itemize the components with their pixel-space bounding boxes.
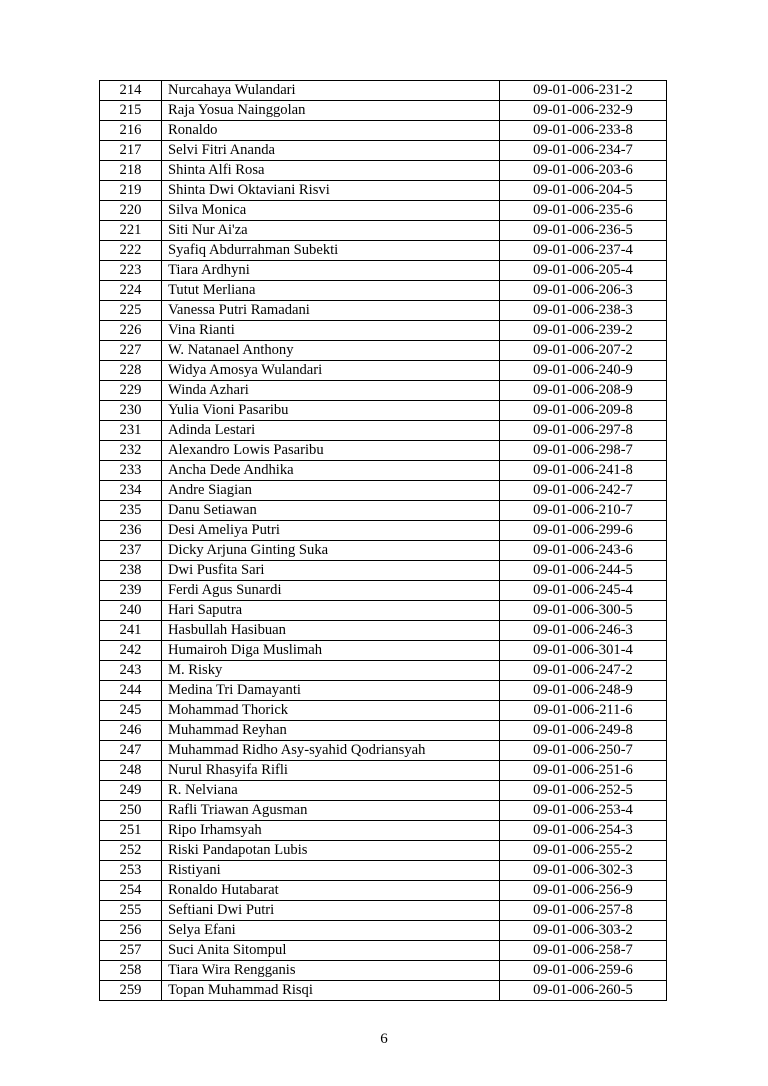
student-name-cell: Ronaldo Hutabarat: [162, 881, 500, 901]
student-id-cell: 09-01-006-239-2: [500, 321, 667, 341]
table-row: [100, 301, 667, 321]
table-row: [100, 801, 667, 821]
student-id-cell: 09-01-006-234-7: [500, 141, 667, 161]
student-id-cell: 09-01-006-251-6: [500, 761, 667, 781]
row-number-cell: 224: [100, 281, 162, 301]
student-id-cell: 09-01-006-243-6: [500, 541, 667, 561]
student-id-cell: 09-01-006-241-8: [500, 461, 667, 481]
student-name-cell: Shinta Alfi Rosa: [162, 161, 500, 181]
row-number-cell: 218: [100, 161, 162, 181]
student-roster-table: [99, 80, 667, 1001]
row-number-cell: 238: [100, 561, 162, 581]
row-number-cell: 249: [100, 781, 162, 801]
row-number-cell: 215: [100, 101, 162, 121]
student-name-cell: Winda Azhari: [162, 381, 500, 401]
student-name-cell: Selvi Fitri Ananda: [162, 141, 500, 161]
student-id-cell: 09-01-006-298-7: [500, 441, 667, 461]
student-name-cell: Silva Monica: [162, 201, 500, 221]
student-name-cell: Raja Yosua Nainggolan: [162, 101, 500, 121]
row-number-cell: 222: [100, 241, 162, 261]
row-number-cell: 216: [100, 121, 162, 141]
row-number-cell: 244: [100, 681, 162, 701]
row-number-cell: 232: [100, 441, 162, 461]
student-id-cell: 09-01-006-237-4: [500, 241, 667, 261]
student-id-cell: 09-01-006-204-5: [500, 181, 667, 201]
row-number-cell: 252: [100, 841, 162, 861]
row-number-cell: 219: [100, 181, 162, 201]
student-id-cell: 09-01-006-231-2: [500, 81, 667, 101]
row-number-cell: 259: [100, 981, 162, 1001]
student-id-cell: 09-01-006-249-8: [500, 721, 667, 741]
table-row: [100, 961, 667, 981]
student-id-cell: 09-01-006-235-6: [500, 201, 667, 221]
row-number-cell: 242: [100, 641, 162, 661]
table-row: [100, 361, 667, 381]
table-row: [100, 481, 667, 501]
student-id-cell: 09-01-006-302-3: [500, 861, 667, 881]
student-id-cell: 09-01-006-208-9: [500, 381, 667, 401]
table-row: [100, 601, 667, 621]
student-name-cell: Dwi Pusfita Sari: [162, 561, 500, 581]
student-id-cell: 09-01-006-211-6: [500, 701, 667, 721]
student-name-cell: Dicky Arjuna Ginting Suka: [162, 541, 500, 561]
student-id-cell: 09-01-006-203-6: [500, 161, 667, 181]
student-id-cell: 09-01-006-253-4: [500, 801, 667, 821]
student-id-cell: 09-01-006-233-8: [500, 121, 667, 141]
student-name-cell: Rafli Triawan Agusman: [162, 801, 500, 821]
table-row: [100, 541, 667, 561]
row-number-cell: 241: [100, 621, 162, 641]
row-number-cell: 230: [100, 401, 162, 421]
student-id-cell: 09-01-006-245-4: [500, 581, 667, 601]
row-number-cell: 220: [100, 201, 162, 221]
student-name-cell: Medina Tri Damayanti: [162, 681, 500, 701]
table-row: [100, 521, 667, 541]
table-row: [100, 381, 667, 401]
table-row: [100, 881, 667, 901]
table-row: [100, 121, 667, 141]
row-number-cell: 226: [100, 321, 162, 341]
student-id-cell: 09-01-006-254-3: [500, 821, 667, 841]
row-number-cell: 221: [100, 221, 162, 241]
table-row: [100, 341, 667, 361]
row-number-cell: 257: [100, 941, 162, 961]
table-row: [100, 841, 667, 861]
row-number-cell: 258: [100, 961, 162, 981]
student-name-cell: Seftiani Dwi Putri: [162, 901, 500, 921]
student-name-cell: Danu Setiawan: [162, 501, 500, 521]
row-number-cell: 217: [100, 141, 162, 161]
student-name-cell: Suci Anita Sitompul: [162, 941, 500, 961]
student-name-cell: Hari Saputra: [162, 601, 500, 621]
row-number-cell: 234: [100, 481, 162, 501]
table-row: [100, 621, 667, 641]
table-row: [100, 321, 667, 341]
student-name-cell: Tiara Wira Rengganis: [162, 961, 500, 981]
student-id-cell: 09-01-006-250-7: [500, 741, 667, 761]
row-number-cell: 240: [100, 601, 162, 621]
table-row: [100, 501, 667, 521]
row-number-cell: 247: [100, 741, 162, 761]
student-id-cell: 09-01-006-299-6: [500, 521, 667, 541]
table-row: [100, 401, 667, 421]
row-number-cell: 237: [100, 541, 162, 561]
student-id-cell: 09-01-006-252-5: [500, 781, 667, 801]
student-name-cell: Ripo Irhamsyah: [162, 821, 500, 841]
table-row: [100, 201, 667, 221]
student-name-cell: Syafiq Abdurrahman Subekti: [162, 241, 500, 261]
row-number-cell: 243: [100, 661, 162, 681]
table-row: [100, 761, 667, 781]
student-name-cell: Nurcahaya Wulandari: [162, 81, 500, 101]
row-number-cell: 255: [100, 901, 162, 921]
row-number-cell: 228: [100, 361, 162, 381]
table-row: [100, 421, 667, 441]
student-id-cell: 09-01-006-210-7: [500, 501, 667, 521]
table-row: [100, 161, 667, 181]
student-id-cell: 09-01-006-300-5: [500, 601, 667, 621]
student-name-cell: Tutut Merliana: [162, 281, 500, 301]
student-id-cell: 09-01-006-205-4: [500, 261, 667, 281]
student-id-cell: 09-01-006-255-2: [500, 841, 667, 861]
row-number-cell: 235: [100, 501, 162, 521]
table-row: [100, 261, 667, 281]
table-row: [100, 221, 667, 241]
row-number-cell: 225: [100, 301, 162, 321]
student-id-cell: 09-01-006-209-8: [500, 401, 667, 421]
student-name-cell: Mohammad Thorick: [162, 701, 500, 721]
table-row: [100, 141, 667, 161]
student-name-cell: Ancha Dede Andhika: [162, 461, 500, 481]
student-id-cell: 09-01-006-232-9: [500, 101, 667, 121]
page-number: 6: [380, 1031, 388, 1047]
table-row: [100, 241, 667, 261]
student-id-cell: 09-01-006-244-5: [500, 561, 667, 581]
table-row: [100, 81, 667, 101]
table-row: [100, 681, 667, 701]
student-name-cell: Adinda Lestari: [162, 421, 500, 441]
table-row: [100, 461, 667, 481]
row-number-cell: 223: [100, 261, 162, 281]
table-row: [100, 781, 667, 801]
row-number-cell: 250: [100, 801, 162, 821]
student-name-cell: Ferdi Agus Sunardi: [162, 581, 500, 601]
student-id-cell: 09-01-006-259-6: [500, 961, 667, 981]
table-row: [100, 101, 667, 121]
student-name-cell: Yulia Vioni Pasaribu: [162, 401, 500, 421]
student-name-cell: M. Risky: [162, 661, 500, 681]
student-id-cell: 09-01-006-257-8: [500, 901, 667, 921]
row-number-cell: 233: [100, 461, 162, 481]
student-name-cell: Widya Amosya Wulandari: [162, 361, 500, 381]
student-name-cell: Tiara Ardhyni: [162, 261, 500, 281]
table-row: [100, 721, 667, 741]
table-row: [100, 181, 667, 201]
student-name-cell: Muhammad Ridho Asy-syahid Qodriansyah: [162, 741, 500, 761]
row-number-cell: 246: [100, 721, 162, 741]
student-id-cell: 09-01-006-297-8: [500, 421, 667, 441]
student-name-cell: Humairoh Diga Muslimah: [162, 641, 500, 661]
student-name-cell: Desi Ameliya Putri: [162, 521, 500, 541]
table-row: [100, 701, 667, 721]
student-name-cell: Selya Efani: [162, 921, 500, 941]
row-number-cell: 231: [100, 421, 162, 441]
student-id-cell: 09-01-006-206-3: [500, 281, 667, 301]
student-id-cell: 09-01-006-258-7: [500, 941, 667, 961]
student-name-cell: W. Natanael Anthony: [162, 341, 500, 361]
row-number-cell: 254: [100, 881, 162, 901]
student-id-cell: 09-01-006-256-9: [500, 881, 667, 901]
student-id-cell: 09-01-006-303-2: [500, 921, 667, 941]
row-number-cell: 239: [100, 581, 162, 601]
table-row: [100, 741, 667, 761]
student-name-cell: Shinta Dwi Oktaviani Risvi: [162, 181, 500, 201]
row-number-cell: 236: [100, 521, 162, 541]
table-row: [100, 941, 667, 961]
row-number-cell: 214: [100, 81, 162, 101]
student-name-cell: Topan Muhammad Risqi: [162, 981, 500, 1001]
table-row: [100, 661, 667, 681]
table-row: [100, 441, 667, 461]
student-id-cell: 09-01-006-238-3: [500, 301, 667, 321]
row-number-cell: 229: [100, 381, 162, 401]
table-row: [100, 921, 667, 941]
roster-body: [100, 81, 667, 1001]
student-name-cell: R. Nelviana: [162, 781, 500, 801]
table-row: [100, 981, 667, 1001]
table-row: [100, 581, 667, 601]
student-id-cell: 09-01-006-260-5: [500, 981, 667, 1001]
table-row: [100, 561, 667, 581]
student-name-cell: Vina Rianti: [162, 321, 500, 341]
row-number-cell: 256: [100, 921, 162, 941]
row-number-cell: 251: [100, 821, 162, 841]
student-name-cell: Vanessa Putri Ramadani: [162, 301, 500, 321]
student-id-cell: 09-01-006-207-2: [500, 341, 667, 361]
student-name-cell: Hasbullah Hasibuan: [162, 621, 500, 641]
table-row: [100, 821, 667, 841]
student-name-cell: Nurul Rhasyifa Rifli: [162, 761, 500, 781]
table-row: [100, 901, 667, 921]
student-id-cell: 09-01-006-246-3: [500, 621, 667, 641]
table-row: [100, 861, 667, 881]
student-id-cell: 09-01-006-248-9: [500, 681, 667, 701]
student-name-cell: Muhammad Reyhan: [162, 721, 500, 741]
student-name-cell: Riski Pandapotan Lubis: [162, 841, 500, 861]
student-name-cell: Ronaldo: [162, 121, 500, 141]
student-name-cell: Alexandro Lowis Pasaribu: [162, 441, 500, 461]
row-number-cell: 248: [100, 761, 162, 781]
student-id-cell: 09-01-006-240-9: [500, 361, 667, 381]
student-name-cell: Andre Siagian: [162, 481, 500, 501]
student-id-cell: 09-01-006-236-5: [500, 221, 667, 241]
student-name-cell: Siti Nur Ai'za: [162, 221, 500, 241]
student-id-cell: 09-01-006-242-7: [500, 481, 667, 501]
table-row: [100, 641, 667, 661]
row-number-cell: 253: [100, 861, 162, 881]
student-id-cell: 09-01-006-301-4: [500, 641, 667, 661]
table-row: [100, 281, 667, 301]
row-number-cell: 245: [100, 701, 162, 721]
row-number-cell: 227: [100, 341, 162, 361]
student-name-cell: Ristiyani: [162, 861, 500, 881]
student-id-cell: 09-01-006-247-2: [500, 661, 667, 681]
